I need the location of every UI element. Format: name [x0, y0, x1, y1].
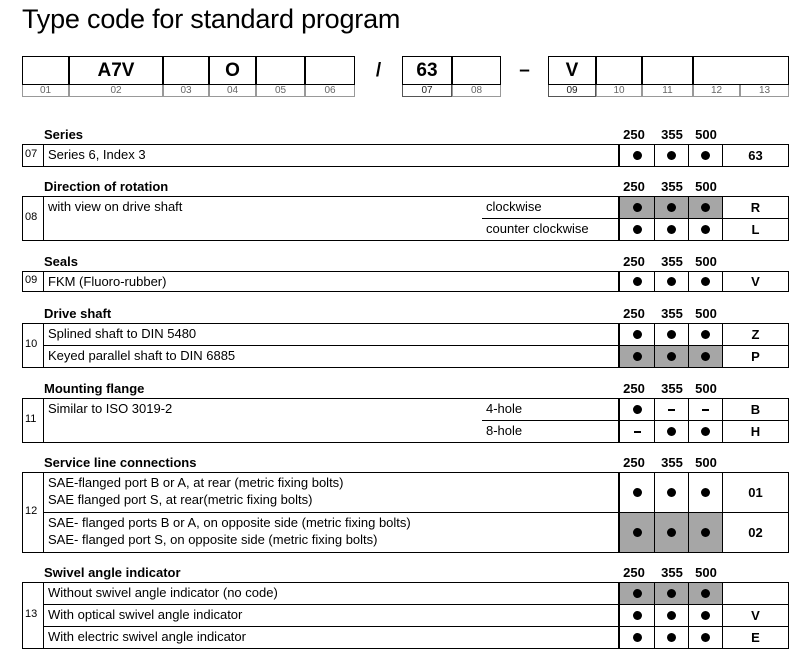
available-dot-icon [667, 589, 676, 598]
type-code-cell [256, 56, 305, 85]
position-number: 10 [596, 85, 642, 97]
availability-cell [619, 604, 655, 627]
available-dot-icon [667, 225, 676, 234]
section-number: 12 [25, 505, 38, 517]
availability-cell [654, 626, 689, 649]
section-title: Drive shaft [44, 306, 112, 321]
availability-cell [688, 472, 723, 513]
available-dot-icon [701, 528, 710, 537]
row-divider [482, 420, 619, 421]
section-title: Seals [44, 254, 78, 269]
availability-cell [654, 512, 689, 553]
availability-cell [654, 398, 689, 421]
size-header: 250 [623, 179, 645, 194]
availability-cell [688, 604, 723, 627]
available-dot-icon [667, 352, 676, 361]
row-divider [44, 345, 619, 346]
available-dot-icon [701, 488, 710, 497]
availability-cell [619, 345, 655, 368]
available-dot-icon [701, 611, 710, 620]
available-dot-icon [633, 589, 642, 598]
availability-cell [688, 345, 723, 368]
availability-cell [688, 512, 723, 553]
size-header: 250 [623, 127, 645, 142]
section-title: Series [44, 127, 84, 142]
size-header: 250 [623, 565, 645, 580]
section-number: 07 [25, 148, 38, 160]
available-dot-icon [633, 225, 642, 234]
divider [43, 582, 44, 648]
position-number: 03 [163, 85, 209, 97]
size-header: 250 [623, 306, 645, 321]
available-dot-icon [701, 330, 710, 339]
size-header: 500 [695, 381, 717, 396]
size-header: 500 [695, 127, 717, 142]
available-dot-icon [633, 405, 642, 414]
position-number: 05 [256, 85, 305, 97]
divider [43, 144, 44, 166]
availability-cell [619, 218, 655, 241]
availability-cell [654, 323, 689, 346]
type-code-cell: / [375, 59, 382, 81]
type-code-cell: – [519, 59, 530, 81]
availability-cell [619, 626, 655, 649]
available-dot-icon [633, 151, 642, 160]
availability-cell [619, 196, 655, 219]
section-number: 08 [25, 211, 38, 223]
size-header: 355 [661, 565, 683, 580]
option-code[interactable]: 63 [722, 144, 789, 167]
row-divider [482, 218, 619, 219]
not-available-dash-icon [634, 431, 641, 433]
option-text: Similar to ISO 3019-2 [48, 401, 173, 416]
size-header: 250 [623, 455, 645, 470]
availability-cell [619, 144, 655, 167]
option-text: FKM (Fluoro-rubber) [48, 274, 167, 289]
position-number: 06 [305, 85, 355, 97]
size-header: 355 [661, 254, 683, 269]
option-text: Keyed parallel shaft to DIN 6885 [48, 348, 236, 363]
size-header: 500 [695, 565, 717, 580]
available-dot-icon [667, 488, 676, 497]
available-dot-icon [667, 203, 676, 212]
option-code[interactable]: V [722, 604, 789, 627]
type-code-cell [452, 56, 501, 85]
option-text: Series 6, Index 3 [48, 147, 146, 162]
type-code-cell [693, 56, 789, 85]
section-title: Direction of rotation [44, 179, 169, 194]
row-divider [44, 512, 619, 513]
option-code[interactable]: H [722, 420, 789, 443]
option-text: SAE- flanged port S, on opposite side (metric fixing bolts) [48, 532, 378, 547]
availability-cell [654, 472, 689, 513]
availability-cell [688, 420, 723, 443]
availability-cell [688, 323, 723, 346]
option-code[interactable]: V [722, 271, 789, 292]
availability-cell [688, 398, 723, 421]
availability-cell [619, 472, 655, 513]
availability-cell [654, 420, 689, 443]
position-number: 02 [69, 85, 163, 97]
option-code[interactable]: P [722, 345, 789, 368]
type-code-cell: O [209, 56, 256, 85]
available-dot-icon [667, 528, 676, 537]
size-header: 500 [695, 254, 717, 269]
available-dot-icon [633, 277, 642, 286]
available-dot-icon [701, 151, 710, 160]
type-code-cell: V [548, 56, 596, 85]
section-number: 11 [25, 413, 37, 425]
position-number: 04 [209, 85, 256, 97]
section-number: 13 [25, 608, 38, 620]
available-dot-icon [633, 633, 642, 642]
available-dot-icon [633, 528, 642, 537]
availability-cell [654, 218, 689, 241]
type-code-cell [22, 56, 69, 85]
position-number: 01 [22, 85, 69, 97]
available-dot-icon [701, 589, 710, 598]
availability-cell [619, 420, 655, 443]
availability-cell [688, 218, 723, 241]
size-header: 355 [661, 179, 683, 194]
size-header: 355 [661, 306, 683, 321]
option-text: With electric swivel angle indicator [48, 629, 246, 644]
size-header: 355 [661, 381, 683, 396]
option-text: SAE flanged port S, at rear(metric fixing bolts) [48, 492, 313, 507]
availability-cell [688, 626, 723, 649]
type-code-cell [305, 56, 355, 85]
option-text: With optical swivel angle indicator [48, 607, 243, 622]
availability-cell [654, 582, 689, 605]
size-header: 355 [661, 127, 683, 142]
available-dot-icon [701, 225, 710, 234]
available-dot-icon [701, 427, 710, 436]
availability-cell [688, 582, 723, 605]
position-number: 13 [740, 85, 789, 97]
availability-cell [688, 144, 723, 167]
divider [43, 196, 44, 240]
available-dot-icon [701, 277, 710, 286]
section-title: Service line connections [44, 455, 197, 470]
position-number: 12 [693, 85, 740, 97]
availability-cell [688, 271, 723, 292]
option-code[interactable] [722, 582, 789, 605]
option-subtext: 4-hole [486, 401, 523, 416]
section-title: Swivel angle indicator [44, 565, 181, 580]
option-text: Without swivel angle indicator (no code) [48, 585, 278, 600]
not-available-dash-icon [668, 409, 675, 411]
option-code[interactable]: 01 [722, 472, 789, 513]
availability-cell [619, 512, 655, 553]
size-header: 250 [623, 381, 645, 396]
option-code[interactable]: 02 [722, 512, 789, 553]
available-dot-icon [701, 203, 710, 212]
option-code[interactable]: E [722, 626, 789, 649]
availability-cell [688, 196, 723, 219]
row-divider [44, 626, 619, 627]
row-divider [44, 604, 619, 605]
size-header: 500 [695, 455, 717, 470]
size-header: 500 [695, 306, 717, 321]
option-text: Splined shaft to DIN 5480 [48, 326, 197, 341]
availability-cell [654, 345, 689, 368]
type-code-cell: 63 [402, 56, 452, 85]
available-dot-icon [667, 427, 676, 436]
available-dot-icon [633, 352, 642, 361]
available-dot-icon [701, 633, 710, 642]
available-dot-icon [633, 330, 642, 339]
type-code-cell [642, 56, 693, 85]
size-header: 250 [623, 254, 645, 269]
option-text: SAE-flanged port B or A, at rear (metric fixing bolts) [48, 475, 344, 490]
availability-cell [654, 196, 689, 219]
option-text: SAE- flanged ports B or A, on opposite side (metric fixing bolts) [48, 515, 411, 530]
option-subtext: counter clockwise [486, 221, 589, 236]
available-dot-icon [667, 330, 676, 339]
position-number: 07 [402, 85, 452, 97]
availability-cell [619, 582, 655, 605]
availability-cell [654, 604, 689, 627]
position-number: 09 [548, 85, 596, 97]
option-code[interactable]: B [722, 398, 789, 421]
option-code[interactable]: Z [722, 323, 789, 346]
available-dot-icon [633, 203, 642, 212]
position-number: 08 [452, 85, 501, 97]
option-subtext: clockwise [486, 199, 542, 214]
type-code-cell: A7V [69, 56, 163, 85]
section-number: 10 [25, 338, 38, 350]
not-available-dash-icon [702, 409, 709, 411]
availability-cell [619, 323, 655, 346]
available-dot-icon [667, 151, 676, 160]
option-code[interactable]: L [722, 218, 789, 241]
available-dot-icon [667, 611, 676, 620]
availability-cell [619, 271, 655, 292]
available-dot-icon [633, 488, 642, 497]
position-number: 11 [642, 85, 693, 97]
available-dot-icon [667, 633, 676, 642]
section-title: Mounting flange [44, 381, 145, 396]
option-code[interactable]: R [722, 196, 789, 219]
type-code-cell [596, 56, 642, 85]
size-header: 500 [695, 179, 717, 194]
available-dot-icon [667, 277, 676, 286]
page-title: Type code for standard program [22, 4, 401, 34]
available-dot-icon [701, 352, 710, 361]
type-code-cell [163, 56, 209, 85]
divider [43, 271, 44, 291]
availability-cell [619, 398, 655, 421]
availability-cell [654, 144, 689, 167]
available-dot-icon [633, 611, 642, 620]
option-subtext: 8-hole [486, 423, 523, 438]
section-number: 09 [25, 274, 38, 286]
availability-cell [654, 271, 689, 292]
divider [43, 398, 44, 442]
option-text: with view on drive shaft [48, 199, 183, 214]
size-header: 355 [661, 455, 683, 470]
